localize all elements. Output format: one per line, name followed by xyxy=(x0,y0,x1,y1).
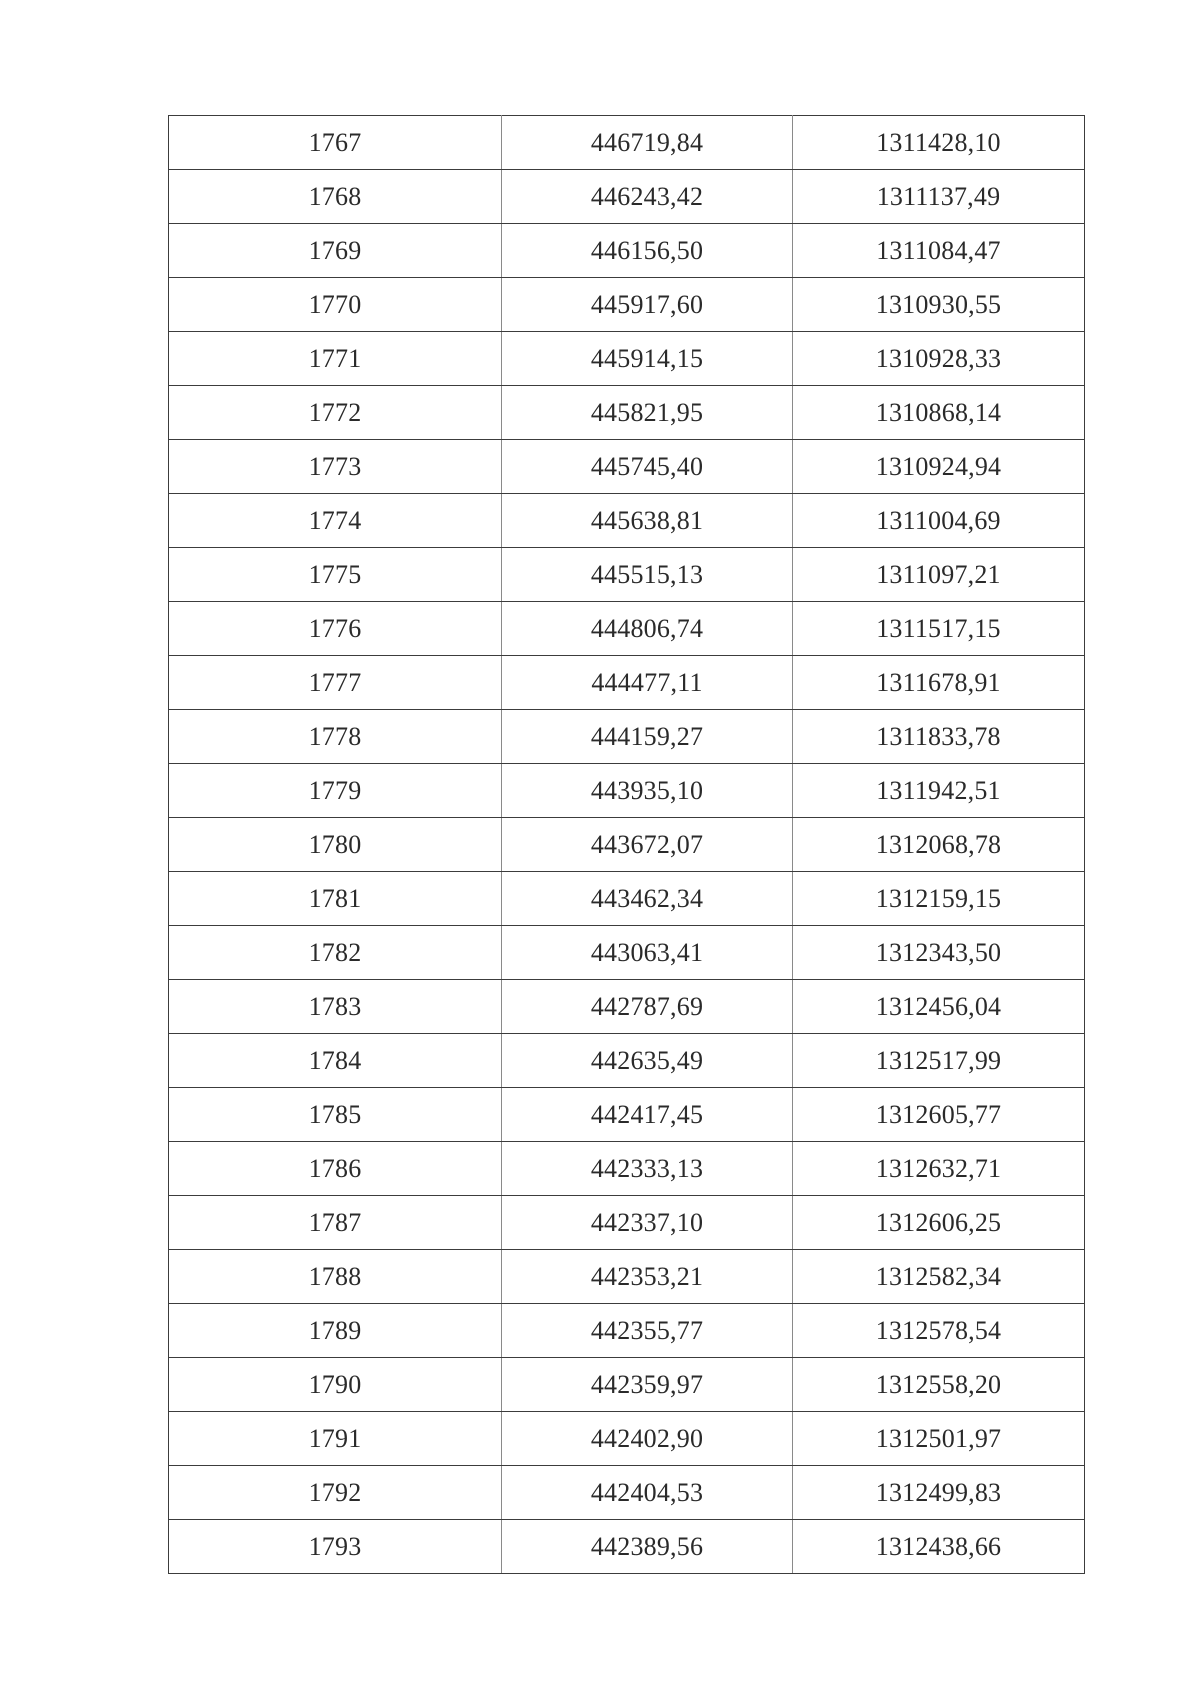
point-number-cell: 1776 xyxy=(169,602,502,656)
point-number-cell: 1782 xyxy=(169,926,502,980)
point-number-cell: 1771 xyxy=(169,332,502,386)
table-row xyxy=(169,872,1085,926)
y-coordinate-cell: 1311084,47 xyxy=(793,224,1085,278)
y-coordinate-cell: 1312068,78 xyxy=(793,818,1085,872)
x-coordinate-cell: 442635,49 xyxy=(502,1034,793,1088)
y-coordinate-cell: 1312578,54 xyxy=(793,1304,1085,1358)
table-row xyxy=(169,332,1085,386)
y-coordinate-cell: 1310928,33 xyxy=(793,332,1085,386)
x-coordinate-cell: 443462,34 xyxy=(502,872,793,926)
table-row xyxy=(169,602,1085,656)
x-coordinate-cell: 442333,13 xyxy=(502,1142,793,1196)
y-coordinate-cell: 1312438,66 xyxy=(793,1520,1085,1574)
point-number-cell: 1789 xyxy=(169,1304,502,1358)
table-row xyxy=(169,1304,1085,1358)
table-row xyxy=(169,170,1085,224)
point-number-cell: 1772 xyxy=(169,386,502,440)
y-coordinate-cell: 1310924,94 xyxy=(793,440,1085,494)
x-coordinate-cell: 446156,50 xyxy=(502,224,793,278)
point-number-cell: 1767 xyxy=(169,116,502,170)
point-number-cell: 1773 xyxy=(169,440,502,494)
y-coordinate-cell: 1312632,71 xyxy=(793,1142,1085,1196)
y-coordinate-cell: 1312343,50 xyxy=(793,926,1085,980)
y-coordinate-cell: 1311678,91 xyxy=(793,656,1085,710)
point-number-cell: 1769 xyxy=(169,224,502,278)
x-coordinate-cell: 445745,40 xyxy=(502,440,793,494)
table-row xyxy=(169,1358,1085,1412)
table-row xyxy=(169,764,1085,818)
point-number-cell: 1785 xyxy=(169,1088,502,1142)
table-row xyxy=(169,656,1085,710)
table-row xyxy=(169,548,1085,602)
table-row xyxy=(169,710,1085,764)
y-coordinate-cell: 1310930,55 xyxy=(793,278,1085,332)
table-row xyxy=(169,1466,1085,1520)
point-number-cell: 1793 xyxy=(169,1520,502,1574)
table-row xyxy=(169,116,1085,170)
y-coordinate-cell: 1312582,34 xyxy=(793,1250,1085,1304)
x-coordinate-cell: 445821,95 xyxy=(502,386,793,440)
point-number-cell: 1774 xyxy=(169,494,502,548)
y-coordinate-cell: 1312159,15 xyxy=(793,872,1085,926)
table-row xyxy=(169,1196,1085,1250)
y-coordinate-cell: 1312558,20 xyxy=(793,1358,1085,1412)
y-coordinate-cell: 1311833,78 xyxy=(793,710,1085,764)
point-number-cell: 1770 xyxy=(169,278,502,332)
y-coordinate-cell: 1312605,77 xyxy=(793,1088,1085,1142)
y-coordinate-cell: 1312456,04 xyxy=(793,980,1085,1034)
y-coordinate-cell: 1312501,97 xyxy=(793,1412,1085,1466)
coordinates-table xyxy=(168,115,1085,1574)
point-number-cell: 1790 xyxy=(169,1358,502,1412)
coordinates-table-body xyxy=(169,116,1085,1574)
x-coordinate-cell: 444806,74 xyxy=(502,602,793,656)
table-row xyxy=(169,818,1085,872)
x-coordinate-cell: 445638,81 xyxy=(502,494,793,548)
table-row xyxy=(169,386,1085,440)
table-row xyxy=(169,224,1085,278)
x-coordinate-cell: 442337,10 xyxy=(502,1196,793,1250)
point-number-cell: 1768 xyxy=(169,170,502,224)
x-coordinate-cell: 442355,77 xyxy=(502,1304,793,1358)
x-coordinate-cell: 444477,11 xyxy=(502,656,793,710)
table-row xyxy=(169,1088,1085,1142)
point-number-cell: 1786 xyxy=(169,1142,502,1196)
point-number-cell: 1792 xyxy=(169,1466,502,1520)
x-coordinate-cell: 443672,07 xyxy=(502,818,793,872)
point-number-cell: 1775 xyxy=(169,548,502,602)
y-coordinate-cell: 1311942,51 xyxy=(793,764,1085,818)
x-coordinate-cell: 442787,69 xyxy=(502,980,793,1034)
x-coordinate-cell: 443935,10 xyxy=(502,764,793,818)
y-coordinate-cell: 1311097,21 xyxy=(793,548,1085,602)
point-number-cell: 1787 xyxy=(169,1196,502,1250)
table-row xyxy=(169,1142,1085,1196)
point-number-cell: 1788 xyxy=(169,1250,502,1304)
point-number-cell: 1777 xyxy=(169,656,502,710)
table-row xyxy=(169,494,1085,548)
x-coordinate-cell: 442402,90 xyxy=(502,1412,793,1466)
x-coordinate-cell: 445914,15 xyxy=(502,332,793,386)
point-number-cell: 1779 xyxy=(169,764,502,818)
table-row xyxy=(169,1250,1085,1304)
table-row xyxy=(169,440,1085,494)
point-number-cell: 1791 xyxy=(169,1412,502,1466)
x-coordinate-cell: 445515,13 xyxy=(502,548,793,602)
x-coordinate-cell: 446243,42 xyxy=(502,170,793,224)
y-coordinate-cell: 1311428,10 xyxy=(793,116,1085,170)
table-row xyxy=(169,980,1085,1034)
x-coordinate-cell: 444159,27 xyxy=(502,710,793,764)
point-number-cell: 1783 xyxy=(169,980,502,1034)
point-number-cell: 1780 xyxy=(169,818,502,872)
y-coordinate-cell: 1312517,99 xyxy=(793,1034,1085,1088)
table-row xyxy=(169,926,1085,980)
x-coordinate-cell: 442353,21 xyxy=(502,1250,793,1304)
y-coordinate-cell: 1311137,49 xyxy=(793,170,1085,224)
y-coordinate-cell: 1311004,69 xyxy=(793,494,1085,548)
table-row xyxy=(169,1412,1085,1466)
table-row xyxy=(169,1520,1085,1574)
y-coordinate-cell: 1312499,83 xyxy=(793,1466,1085,1520)
table-row xyxy=(169,278,1085,332)
x-coordinate-cell: 446719,84 xyxy=(502,116,793,170)
x-coordinate-cell: 443063,41 xyxy=(502,926,793,980)
y-coordinate-cell: 1311517,15 xyxy=(793,602,1085,656)
y-coordinate-cell: 1310868,14 xyxy=(793,386,1085,440)
x-coordinate-cell: 442389,56 xyxy=(502,1520,793,1574)
y-coordinate-cell: 1312606,25 xyxy=(793,1196,1085,1250)
x-coordinate-cell: 442404,53 xyxy=(502,1466,793,1520)
point-number-cell: 1778 xyxy=(169,710,502,764)
x-coordinate-cell: 442359,97 xyxy=(502,1358,793,1412)
table-row xyxy=(169,1034,1085,1088)
point-number-cell: 1781 xyxy=(169,872,502,926)
point-number-cell: 1784 xyxy=(169,1034,502,1088)
x-coordinate-cell: 445917,60 xyxy=(502,278,793,332)
x-coordinate-cell: 442417,45 xyxy=(502,1088,793,1142)
